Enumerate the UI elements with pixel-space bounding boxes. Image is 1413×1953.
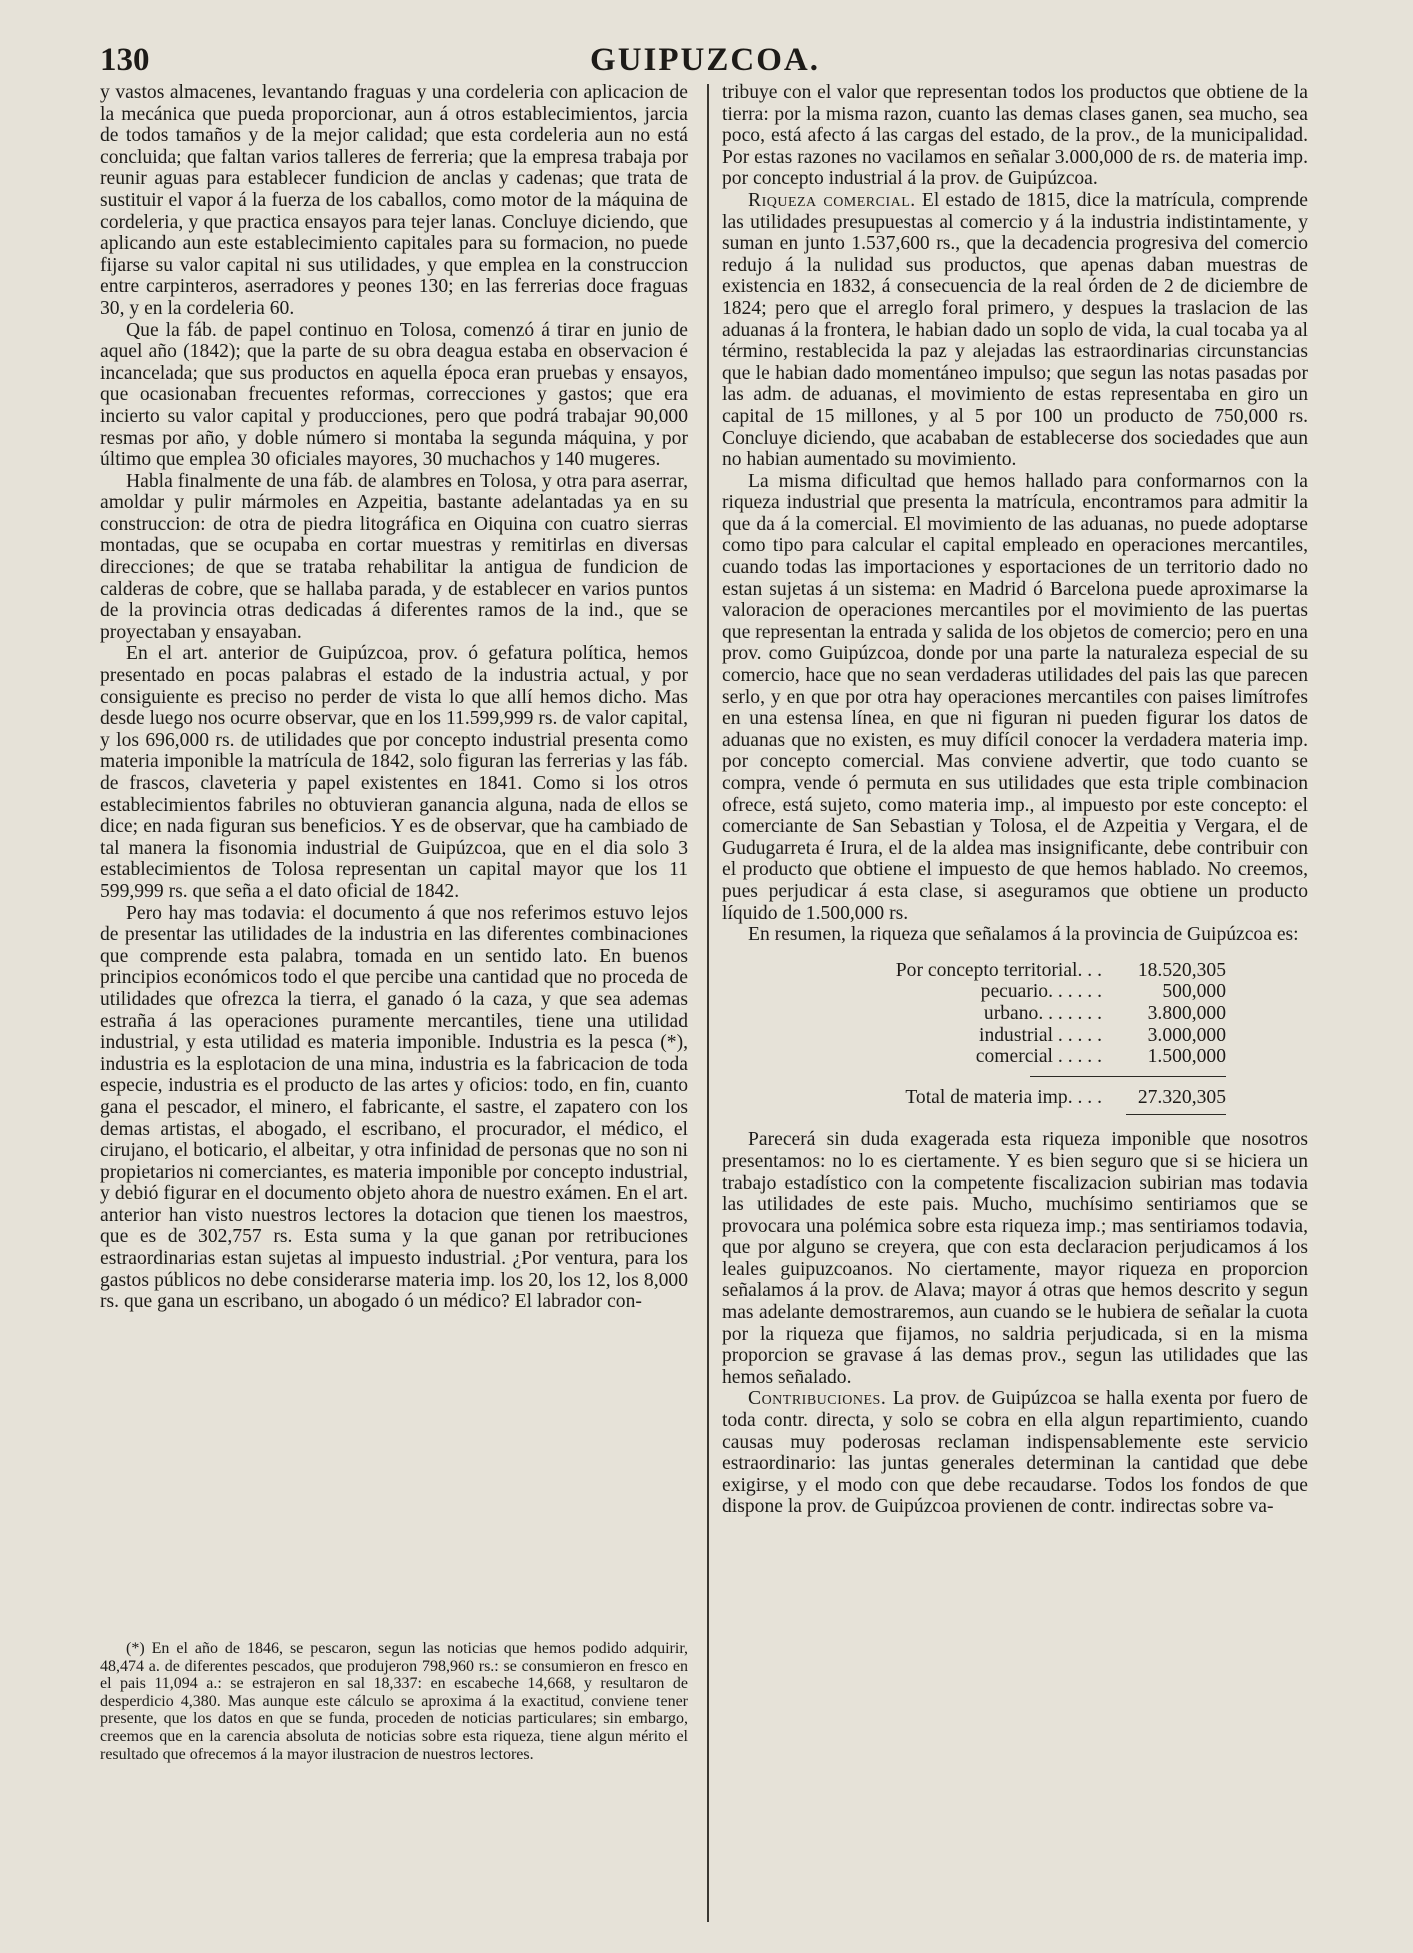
right-column: [722, 82, 1308, 1518]
paragraph: Habla finalmente de una fáb. de alambres en Tolosa, y otra para aserrar, amoldar y pulir mármoles en Azpeitia, bastante adelantadas ya en su construccion: de otra de piedra litográfica en Oiquina con cuatro sierras montadas, que se ocupaba en cortar muestras y remitirlas en diversas direcciones; de que se trataba rehabilitar la antigua de fundicion de calderas de cobre, que se hallaba parada, y de establecer en varios puntos de la provincia otras dedicadas á diferentes ramos de la ind., que se proyectaban y ensayaban.: [100, 470, 688, 643]
footnote: [100, 1640, 688, 1763]
total-row: [722, 1087, 1308, 1109]
footnote-text: (*) En el año de 1846, se pescaron, segun las noticias que hemos podido adquirir, 48,474 a. de diferentes pescados, que produjeron 798,960 rs.: se consumieron en fresco en el pais 11,094 a.: se estrajeron en sal 18,337: en escabeche 14,668, y resultaron de desperdicio 4,380. Mas aunque este cálculo se aproxima á la exactitud, conviene tener presente, que los datos en que se funda, proceden de noticias particulares; sin embargo, creemos que en la carencia absoluta de noticias sobre esta riqueza, tiene algun mérito el resultado que ofrecemos á la mayor ilustracion de nuestros lectores.: [100, 1640, 688, 1763]
row-value: 18.520,305: [1137, 959, 1226, 981]
paragraph: [722, 190, 1308, 471]
summary-rule: [1030, 1076, 1226, 1077]
page-header: [100, 42, 1310, 82]
row-value: 500,000: [1162, 981, 1226, 1003]
row-label: Por concepto territorial. . .: [895, 959, 1102, 981]
row-value: 1.500,000: [1147, 1046, 1226, 1068]
paragraph: y vastos almacenes, levantando fraguas y una cordeleria con aplicacion de la mecánica que pueda proporcionar, aun á otros establecimientos, jarcia de todos tamaños y de la mejor calidad; que esta cordeleria aun no está concluida; que faltan varios talleres de ferreria; que la empresa trabaja por reunir aguas para establecer fundicion de anclas y cadenas; que trata de sustituir el vapor á la fuerza de los caballos, como motor de la máquina de cordeleria, y que practica ensayos para tejer lanas. Concluye diciendo, que aplicando aun este establecimiento capitales para su formacion, no puede fijarse su valor capital ni sus utilidades, y que emplea en la construccion entre carpinteros, aserradores y peones 130; en las ferrerias doce fraguas 30, y en la cordeleria 60.: [100, 82, 688, 319]
row-label: urbano. . . . . . .: [983, 1002, 1102, 1024]
table-row: [722, 981, 1308, 1003]
table-row: [722, 960, 1308, 982]
paragraph: Que la fáb. de papel continuo en Tolosa, comenzó á tirar en junio de aquel año (1842); que la parte de su obra deagua estaba en observacion é incancelada; que sus productos en aquella época eran pruebas y ensayos, que ocasionaban frecuentes reformas, correcciones y gastos; que era incierto su valor capital y producciones, pero que podrá trabajar 90,000 resmas por año, y doble número si montaba la segunda máquina, y por último que emplea 30 oficiales mayores, 30 muchachos y 140 mugeres.: [100, 319, 688, 471]
running-title: GUIPUZCOA.: [590, 42, 820, 78]
section-heading: Riqueza comercial.: [748, 189, 916, 211]
paragraph: [722, 1388, 1308, 1518]
left-column: [100, 82, 688, 1313]
row-value: 3.800,000: [1147, 1002, 1226, 1024]
row-label: pecuario. . . . . .: [980, 981, 1102, 1003]
total-value: 27.320,305: [1137, 1086, 1226, 1108]
row-value: 3.000,000: [1147, 1024, 1226, 1046]
table-row: [722, 1046, 1308, 1068]
paragraph: En resumen, la riqueza que señalamos á la provincia de Guipúzcoa es:: [748, 924, 1299, 946]
table-row: [722, 1025, 1308, 1047]
row-label: comercial . . . . .: [975, 1046, 1102, 1068]
paragraph: En el art. anterior de Guipúzcoa, prov. ó gefatura política, hemos presentado en pocas palabras el estado de la industria actual, y por consiguiente es preciso no perder de vista lo que allí hemos dicho. Mas desde luego nos ocurre observar, que en los 11.599,999 rs. de valor capital, y los 696,000 rs. de utilidades que por concepto industrial presenta como materia imponible la matrícula de 1842, solo figuran las ferrerias y las fáb. de frascos, claveteria y papel existentes en 1841. Como si los otros establecimientos fabriles no obtuvieran ganancia alguna, nada de ellos se dice; en nada figuran sus beneficios. Y es de observar, que ha cambiado de tal manera la fisonomia industrial de Guipúzcoa, que en el dia solo 3 establecimientos de Tolosa representan un capital mayor que los 11 599,999 rs. que seña a el dato oficial de 1842.: [100, 643, 688, 902]
paragraph-text: La prov. de Guipúzcoa se halla exenta por fuero de toda contr. directa, y solo se cobra en ella algun repartimiento, cuando causas muy poderosas reclaman indispensablemente este servicio estraordinario: las juntas generales determinan la cantidad que debe exigirse, y el modo con que debe recaudarse. Todos los fondos de que dispone la prov. de Guipúzcoa provienen de contr. indirectas sobre va-: [722, 1388, 1308, 1518]
paragraph: tribuye con el valor que representan todos los productos que obtiene de la tierra: por la misma razon, cuanto las demas clases ganen, sea mucho, sea poco, está afecto á las cargas del estado, de la prov., de la municipalidad. Por estas razones no vacilamos en señalar 3.000,000 de rs. de materia imp. por concepto industrial á la prov. de Guipúzcoa.: [722, 82, 1308, 190]
page-number: 130: [100, 42, 150, 78]
section-heading: Contribuciones.: [748, 1388, 887, 1410]
paragraph-text: El estado de 1815, dice la matrícula, comprende las utilidades presupuestas al comercio y á la industria indistintamente, y suman en junto 1.537,600 rs., que la decadencia progresiva del comercio redujo á la nulidad sus productos, que apenas daban muestras de existencia en 1832, á consecuencia de la real órden de 2 de diciembre de 1824; pero que el arreglo foral primero, y despues la traslacion de las aduanas á la frontera, le habian dado un soplo de vida, la cual tocaba ya al término, restablecida la paz y alejadas las estraordinarias circunstancias que le habian dado momentáneo impulso; que segun las notas pasadas por las adm. de aduanas, el movimiento de estas representaba en giro un capital de 15 millones, y al 5 por 100 un producto de 750,000 rs. Concluye diciendo, que acababan de establecerse dos sociedades que aun no habian aumentado su movimiento.: [722, 189, 1308, 471]
paragraph: Parecerá sin duda exagerada esta riqueza imponible que nosotros presentamos: no lo es ciertamente. Y es bien seguro que si se hiciera un trabajo estadístico con la competente fiscalizacion subirian mas todavia las utilidades de este pais. Mucho, muchísimo sentiriamos que se provocara una polémica sobre esta riqueza imp.; mas sentiriamos todavia, que por alguno se creyera, que con esta declaracion perjudicamos á los leales guipuzcoanos. No ciertamente, mayor riqueza en proporcion señalamos á la prov. de Alava; mayor á otras que hemos descrito y segun mas adelante demostraremos, aun cuando se le hubiera de señalar la cuota por la riqueza que fijamos, no saldria perjudicada, si en la misma proporcion se gravase á las demas prov., segun las utilidades que las hemos señalado.: [722, 1129, 1308, 1388]
table-row: [722, 1003, 1308, 1025]
paragraph: La misma dificultad que hemos hallado para conformarnos con la riqueza industrial que presenta la matrícula, encontramos para admitir la que da á la comercial. El movimiento de las aduanas, no puede adoptarse como tipo para calcular el capital empleado en operaciones mercantiles, cuando todas las importaciones y esportaciones de un territorio dado no estan sujetas á un sistema: en Madrid ó Barcelona puede aproximarse la valoracion de operaciones mercantiles por el movimiento de las puertas que representan la entrada y salida de los objetos de comercio; pero en una prov. como Guipúzcoa, donde por una parte la naturaleza especial de su comercio, hace que no sean verdaderas utilidades del pais las que parecen serlo, y en que por otra hay operaciones mercantiles con paises limítrofes en una estensa línea, en que ni figuran ni pueden figurar los datos de aduanas que no existen, es muy difícil conocer la verdadera materia imp. por concepto comercial. Mas conviene advertir, que todo cuanto se compra, vende ó permuta en sus utilidades que esta triple combinacion ofrece, está sujeto, como materia imp., al impuesto por este concepto: el comerciante de San Sebastian y Tolosa, el de Azpeitia y Vergara, el de Gudugarreta é Irura, el de la aldea mas insignificante, debe contribuir con el producto que obtiene el impuesto de que hemos hablado. No creemos, pues perjudicar á esta clase, si aseguramos que obtiene un producto líquido de 1.500,000 rs.: [722, 470, 1308, 924]
column-divider: [707, 84, 709, 1922]
wealth-summary-table: [722, 960, 1308, 1116]
paragraph: Pero hay mas todavia: el documento á que nos referimos estuvo lejos de presentar las utilidades de la industria en las diferentes combinaciones que comprende esta palabra, tomada en un sentido lato. En buenos principios económicos todo el que percibe una cantidad que no proceda de utilidades que ofrezca la tierra, el ganado ó la caza, y que sea ademas estraña á las operaciones puramente mercantiles, tiene una utilidad industrial, y esta utilidad es materia imponible. Industria es la pesca (*), industria es la esplotacion de una mina, industria es la fabricacion de toda especie, industria es el producto de las artes y oficios: todo, en fin, cuanto gana el pescador, el minero, el fabricante, el sastre, el zapatero con los demas artistas, el abogado, el escribano, el procurador, el médico, el cirujano, el boticario, el albeitar, y otra infinidad de personas que no son ni propietarios ni comerciantes, es materia imponible por concepto industrial, y debió figurar en el documento objeto ahora de nuestro exámen. En el art. anterior han visto nuestros lectores la dotacion que tienen los maestros, que es de 302,757 rs. Esta suma y la que ganan por retribuciones estraordinarias estan sujetas al impuesto industrial. ¿Por ventura, para los gastos públicos no debe considerarse materia imp. los 20, los 12, los 8,000 rs. que gana un escribano, un abogado ó un médico? El labrador con-: [100, 902, 688, 1313]
total-label: Total de materia imp. . . .: [905, 1086, 1102, 1108]
row-label: industrial . . . . .: [979, 1024, 1102, 1046]
total-rule: [1126, 1114, 1226, 1115]
